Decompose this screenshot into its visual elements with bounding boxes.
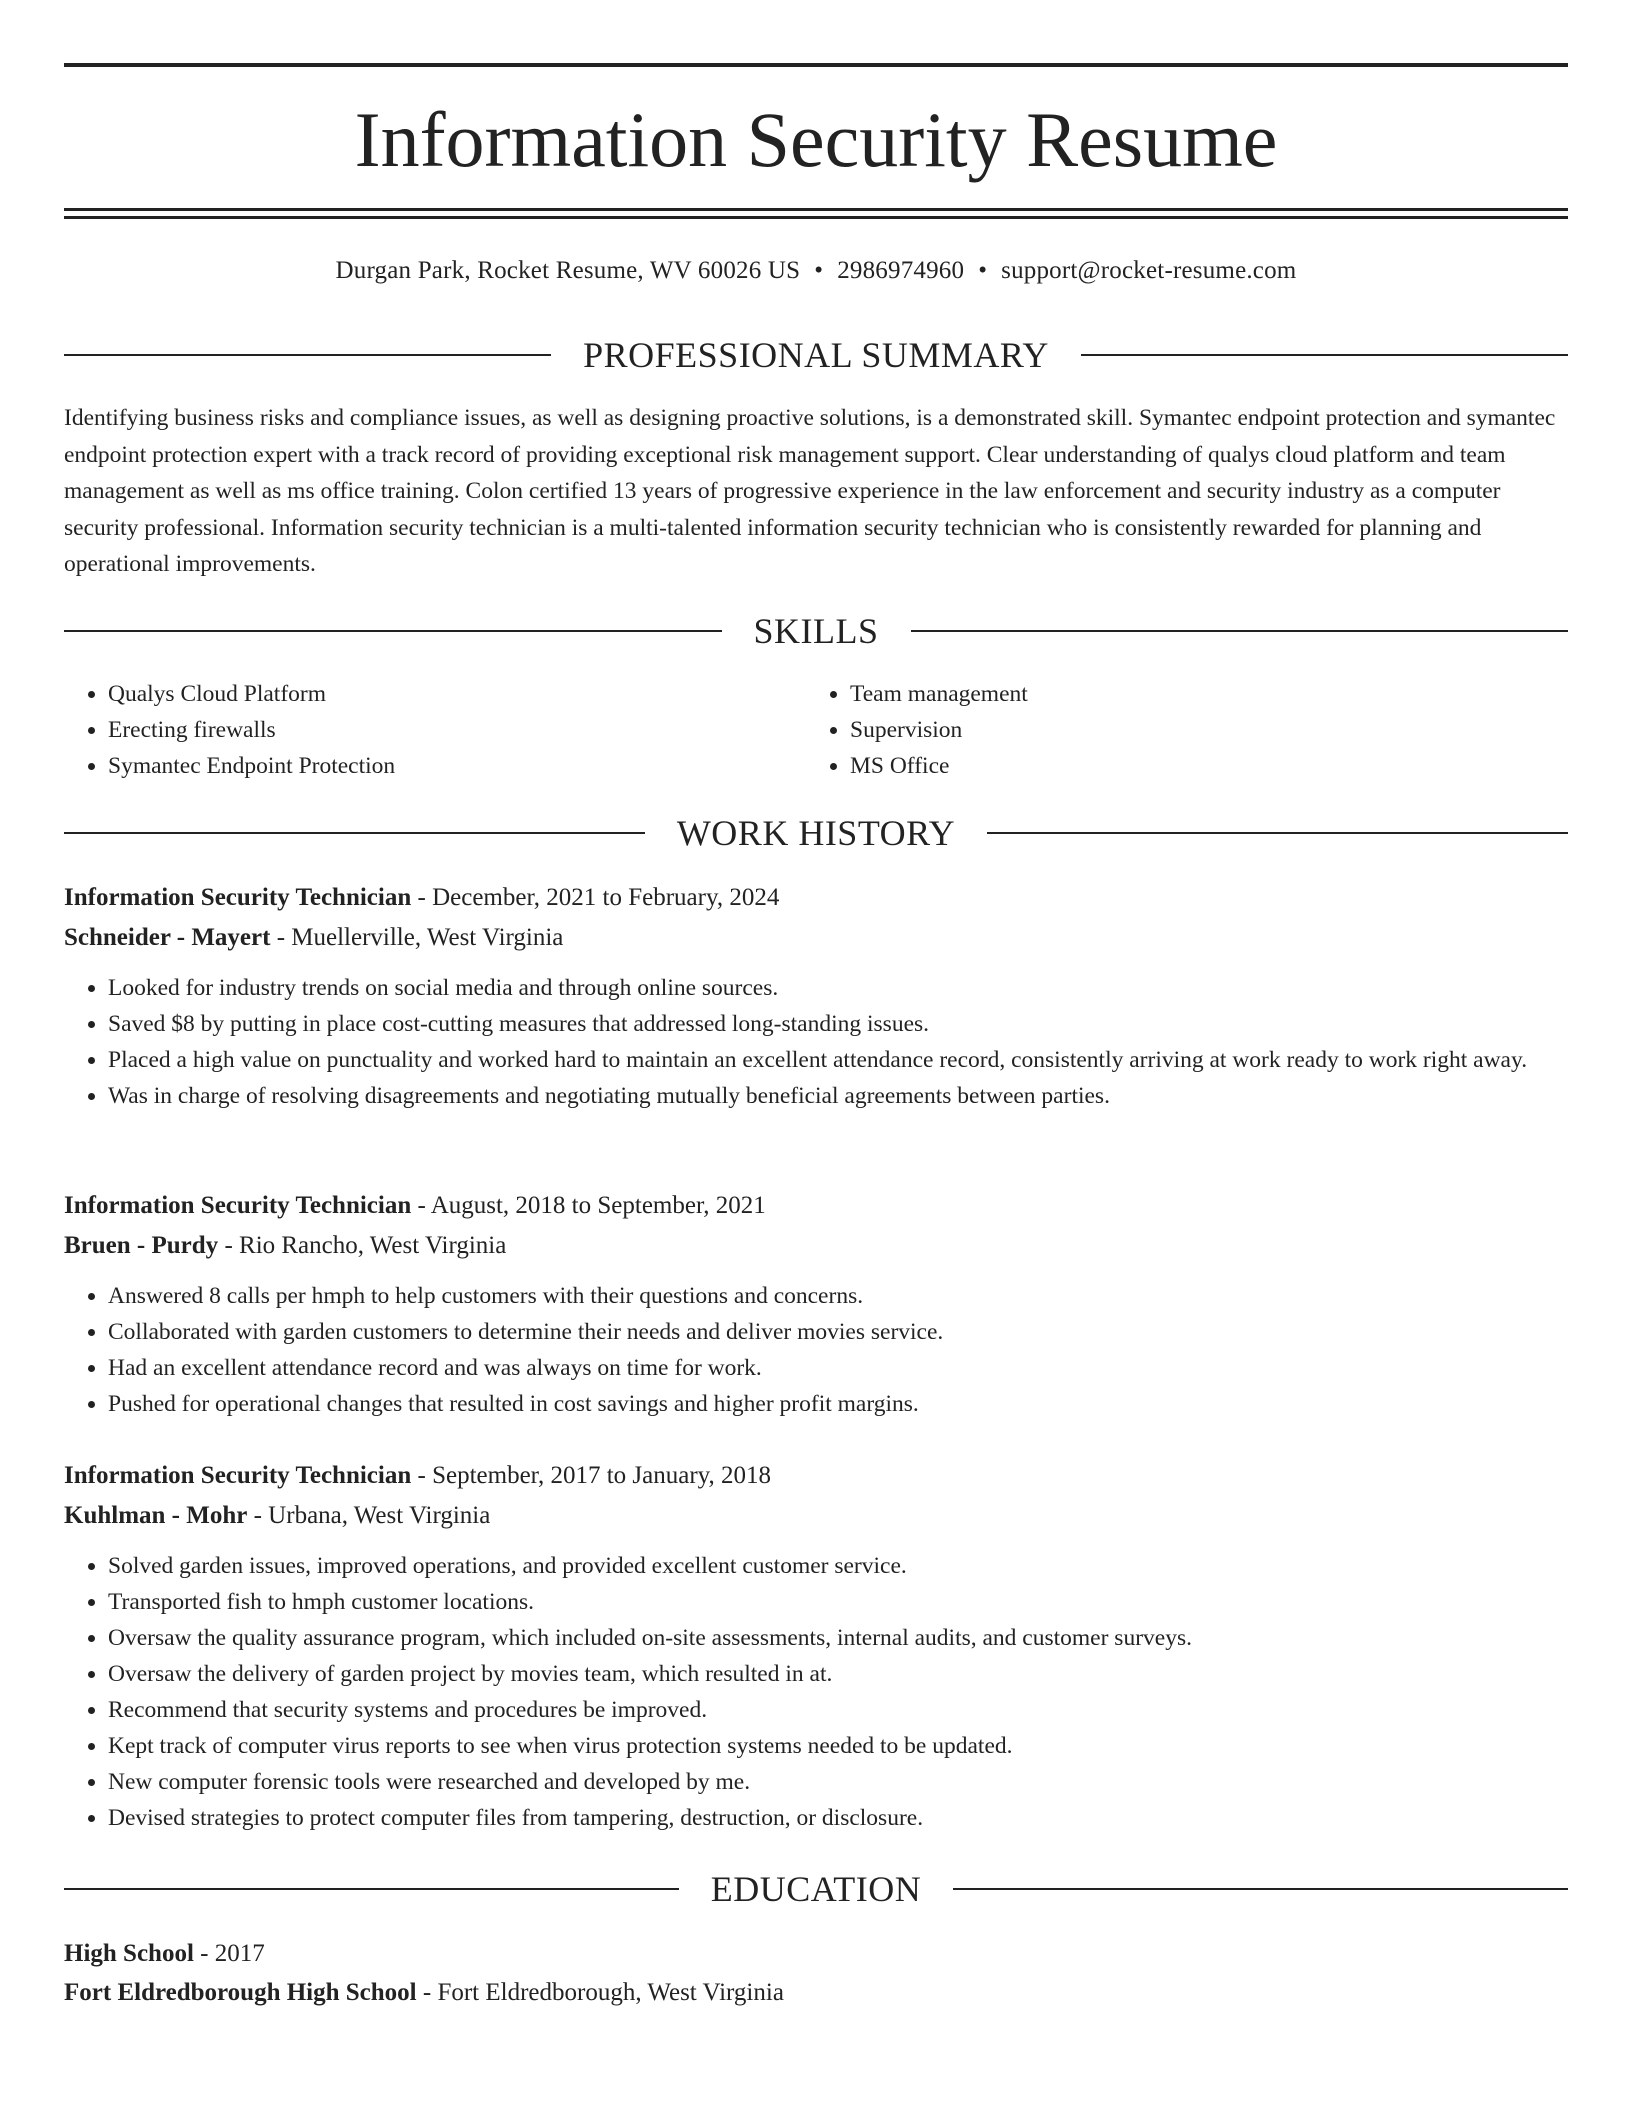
job-company-line: [64, 1496, 1568, 1536]
heading-rule: [987, 832, 1568, 834]
job-bullet: • Devised strategies to protect computer files from tampering, destruction, or disclosure.: [108, 1800, 1568, 1836]
resume-title: Information Security Resume: [354, 96, 1278, 183]
job-company: Kuhlman - Mohr: [64, 1502, 248, 1529]
job-title-line: [64, 1456, 1568, 1496]
skill-item: • Supervision: [850, 712, 1568, 748]
skill-item: • Symantec Endpoint Protection: [108, 748, 806, 784]
skill-item: • Erecting firewalls: [108, 712, 806, 748]
job-bullet: • Pushed for operational changes that resulted in cost savings and higher profit margins.: [108, 1386, 1568, 1422]
skills-column-right: [806, 676, 1568, 784]
job-bullet: • New computer forensic tools were researched and developed by me.: [108, 1764, 1568, 1800]
section-title: EDUCATION: [710, 1869, 922, 1909]
job-bullet: • Transported fish to hmph customer locations.: [108, 1584, 1568, 1620]
contact-separator: •: [978, 257, 988, 284]
header-bottom-rule-2: [64, 216, 1568, 219]
header-bottom-rule: [64, 208, 1568, 211]
job-bullet: • Recommend that security systems and procedures be improved.: [108, 1692, 1568, 1728]
heading-rule: [953, 1888, 1568, 1890]
contact-address: Durgan Park, Rocket Resume, WV 60026 US: [335, 257, 801, 284]
job-title: Information Security Technician: [64, 1462, 412, 1489]
education-degree-line: [64, 1934, 1568, 1973]
heading-rule: [64, 1888, 679, 1890]
job-company: Schneider - Mayert: [64, 924, 271, 951]
job-bullets: [64, 970, 1568, 1114]
job-entry: [64, 1186, 1568, 1422]
contact-phone: 2986974960: [837, 257, 965, 284]
education-location: - Fort Eldredborough, West Virginia: [416, 1979, 784, 2006]
skill-item: • Qualys Cloud Platform: [108, 676, 806, 712]
section-title: PROFESSIONAL SUMMARY: [583, 335, 1049, 375]
header-top-rule: [64, 63, 1568, 67]
job-bullet: • Kept track of computer virus reports to see when virus protection systems needed to be updated.: [108, 1728, 1568, 1764]
job-bullet: • Answered 8 calls per hmph to help customers with their questions and concerns.: [108, 1278, 1568, 1314]
job-bullet: • Solved garden issues, improved operations, and provided excellent customer service.: [108, 1548, 1568, 1584]
job-company-line: [64, 1226, 1568, 1266]
education-school-line: [64, 1973, 1568, 2012]
job-bullet: • Saved $8 by putting in place cost-cutting measures that addressed long-standing issues.: [108, 1006, 1568, 1042]
job-title: Information Security Technician: [64, 1192, 412, 1219]
contact-email: support@rocket-resume.com: [1001, 257, 1297, 284]
job-bullet: • Placed a high value on punctuality and worked hard to maintain an excellent attendance record, consistently arriving at work ready to work right away.: [108, 1042, 1568, 1078]
education-degree: High School: [64, 1940, 194, 1967]
skill-item: • Team management: [850, 676, 1568, 712]
job-bullet: • Had an excellent attendance record and was always on time for work.: [108, 1350, 1568, 1386]
job-location: - Urbana, West Virginia: [247, 1502, 491, 1529]
job-bullet: • Looked for industry trends on social media and through online sources.: [108, 970, 1568, 1006]
contact-line: [64, 254, 1568, 288]
skills-list: [64, 676, 1568, 784]
job-bullet: • Oversaw the delivery of garden project by movies team, which resulted in at.: [108, 1656, 1568, 1692]
section-title: WORK HISTORY: [676, 813, 956, 853]
job-dates: - September, 2017 to January, 2018: [411, 1462, 772, 1489]
job-bullets: [64, 1278, 1568, 1422]
job-bullet: • Oversaw the quality assurance program, which included on-site assessments, internal audits, and customer surveys.: [108, 1620, 1568, 1656]
contact-separator: •: [814, 257, 824, 284]
job-title-line: [64, 1186, 1568, 1226]
section-heading-summary: [64, 333, 1568, 377]
education-school: Fort Eldredborough High School: [64, 1979, 417, 2006]
job-bullet: • Was in charge of resolving disagreements and negotiating mutually beneficial agreements between parties.: [108, 1078, 1568, 1114]
job-entry: [64, 878, 1568, 1114]
job-location: - Muellerville, West Virginia: [270, 924, 564, 951]
job-title-line: [64, 878, 1568, 918]
education-entry: [64, 1934, 1568, 2012]
job-company: Bruen - Purdy: [64, 1232, 219, 1259]
section-title: SKILLS: [753, 611, 879, 651]
skills-column-left: [64, 676, 806, 784]
section-heading-skills: [64, 609, 1568, 653]
education-year: - 2017: [193, 1940, 265, 1967]
heading-rule: [64, 832, 645, 834]
job-location: - Rio Rancho, West Virginia: [218, 1232, 507, 1259]
heading-rule: [1081, 354, 1568, 356]
section-heading-education: [64, 1867, 1568, 1911]
job-title: Information Security Technician: [64, 884, 412, 911]
job-dates: - December, 2021 to February, 2024: [411, 884, 780, 911]
heading-rule: [64, 354, 551, 356]
heading-rule: [64, 630, 722, 632]
section-heading-work: [64, 811, 1568, 855]
job-bullet: • Collaborated with garden customers to determine their needs and deliver movies service.: [108, 1314, 1568, 1350]
job-dates: - August, 2018 to September, 2021: [411, 1192, 766, 1219]
skill-item: • MS Office: [850, 748, 1568, 784]
summary-text: Identifying business risks and compliance issues, as well as designing proactive solutions, is a demonstrated skill. Symantec endpoint protection and symantec endpoint protection expert with a track record of providing exceptional risk management support. Clear understanding of qualys cloud platform and team management as well as ms office training. Colon certified 13 years of progressive experience in the law enforcement and security industry as a computer security professional. Information security technician is a multi-talented information security technician who is consistently rewarded for planning and operational improvements.: [64, 405, 1556, 577]
job-company-line: [64, 918, 1568, 958]
job-entry: [64, 1456, 1568, 1836]
heading-rule: [911, 630, 1569, 632]
job-bullets: [64, 1548, 1568, 1836]
